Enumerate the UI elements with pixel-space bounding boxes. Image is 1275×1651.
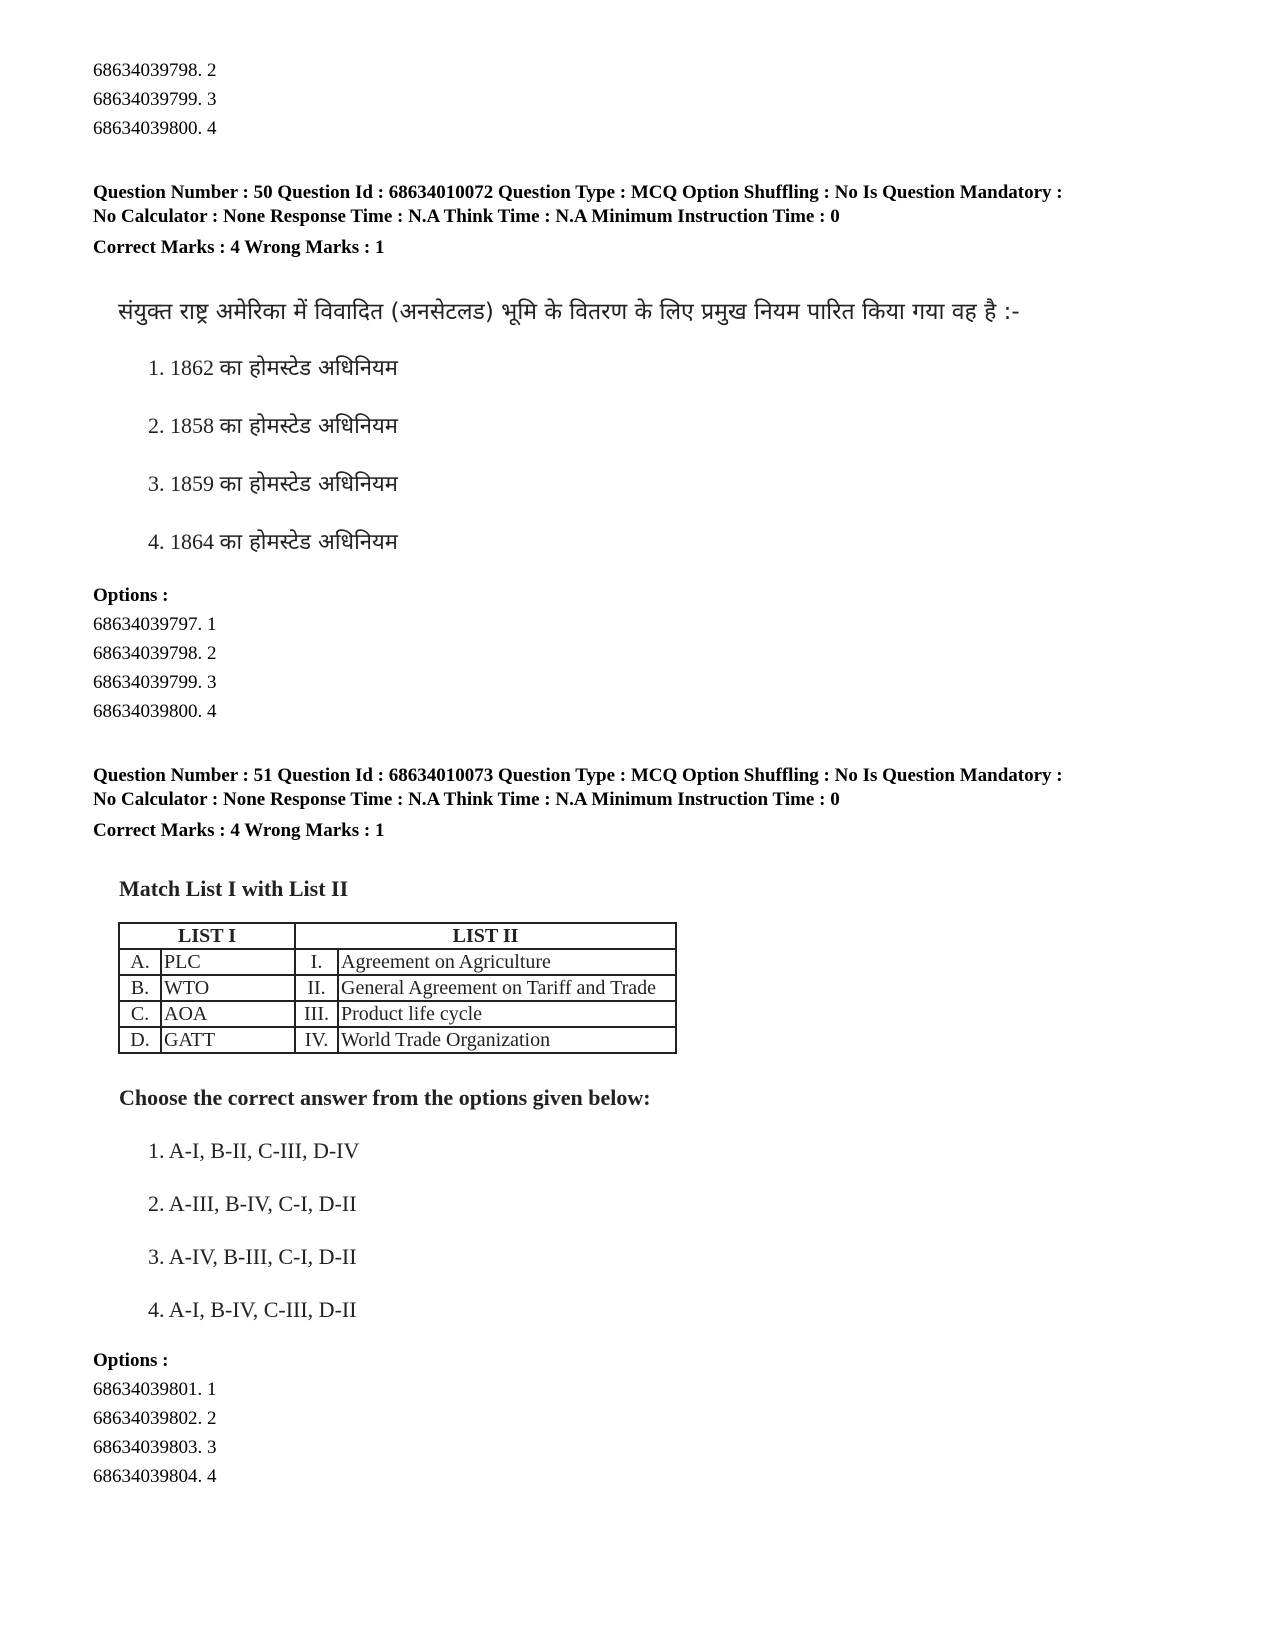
choice-text: का होमस्टेड अधिनियम: [219, 472, 398, 497]
list1-value: AOA: [161, 1001, 295, 1027]
table-row: [119, 975, 676, 1001]
q50-marks: Correct Marks : 4 Wrong Marks : 1: [93, 237, 385, 258]
list1-value: GATT: [161, 1027, 295, 1053]
q51-match-title: Match List I with List II: [119, 876, 349, 901]
q51-option-2: 68634039802. 2: [93, 1408, 217, 1429]
q51-option-3: 68634039803. 3: [93, 1437, 217, 1458]
choice-year: 1864: [170, 529, 214, 554]
q51-header-line1: Question Number : 51 Question Id : 68634010073 Question Type : MCQ Option Shuffling : No Is Question Mandatory :: [93, 765, 1063, 786]
q50-question-text: संयुक्त राष्ट्र अमेरिका में विवादित (अनसेटलड) भूमि के वितरण के लिए प्रमुख नियम पारित किया गया वह है :-: [118, 299, 1020, 325]
q50-choice-4: [148, 526, 398, 556]
q50-header-line2: No Calculator : None Response Time : N.A Think Time : N.A Minimum Instruction Time : 0: [93, 206, 840, 227]
list2-value: Product life cycle: [338, 1001, 676, 1027]
list1-key: D.: [119, 1027, 161, 1053]
q51-choice-4: 4. A-I, B-IV, C-III, D-II: [148, 1297, 357, 1322]
q51-option-1: 68634039801. 1: [93, 1379, 217, 1400]
choice-number: 3.: [148, 471, 165, 496]
prev-option-2: 68634039798. 2: [93, 60, 217, 81]
list1-header: LIST I: [119, 923, 295, 949]
choice-number: 1.: [148, 355, 165, 380]
q50-option-4: 68634039800. 4: [93, 701, 217, 722]
table-row: [119, 949, 676, 975]
choice-text: का होमस्टेड अधिनियम: [219, 414, 398, 439]
list2-key: I.: [295, 949, 338, 975]
q51-choice-3: 3. A-IV, B-III, C-I, D-II: [148, 1244, 357, 1269]
q51-header-line2: No Calculator : None Response Time : N.A Think Time : N.A Minimum Instruction Time : 0: [93, 789, 840, 810]
choice-number: 4.: [148, 529, 165, 554]
q50-option-3: 68634039799. 3: [93, 672, 217, 693]
q51-marks: Correct Marks : 4 Wrong Marks : 1: [93, 820, 385, 841]
q50-option-2: 68634039798. 2: [93, 643, 217, 664]
list1-value: WTO: [161, 975, 295, 1001]
q51-options-label: Options :: [93, 1350, 169, 1371]
q51-choice-2: 2. A-III, B-IV, C-I, D-II: [148, 1191, 357, 1216]
q50-option-1: 68634039797. 1: [93, 614, 217, 635]
list1-key: A.: [119, 949, 161, 975]
list2-value: World Trade Organization: [338, 1027, 676, 1053]
list2-key: III.: [295, 1001, 338, 1027]
choice-text: का होमस्टेड अधिनियम: [219, 356, 398, 381]
list2-value: General Agreement on Tariff and Trade: [338, 975, 676, 1001]
table-row: [119, 1001, 676, 1027]
q50-choice-3: [148, 468, 398, 498]
q51-header: [93, 764, 1213, 812]
q51-choose-text: Choose the correct answer from the options given below:: [119, 1085, 651, 1110]
list1-key: C.: [119, 1001, 161, 1027]
list1-value: PLC: [161, 949, 295, 975]
table-row: [119, 1027, 676, 1053]
q51-option-4: 68634039804. 4: [93, 1466, 217, 1487]
q51-match-table: [118, 922, 677, 1054]
q51-choice-1: 1. A-I, B-II, C-III, D-IV: [148, 1138, 360, 1163]
prev-option-4: 68634039800. 4: [93, 118, 217, 139]
q50-choice-1: [148, 352, 398, 382]
list2-header: LIST II: [295, 923, 676, 949]
choice-year: 1859: [170, 471, 214, 496]
q50-header-line1: Question Number : 50 Question Id : 68634010072 Question Type : MCQ Option Shuffling : No Is Question Mandatory :: [93, 182, 1063, 203]
choice-year: 1858: [170, 413, 214, 438]
q50-choice-2: [148, 410, 398, 440]
table-header-row: [119, 923, 676, 949]
q50-options-label: Options :: [93, 585, 169, 606]
prev-option-3: 68634039799. 3: [93, 89, 217, 110]
list2-value: Agreement on Agriculture: [338, 949, 676, 975]
choice-year: 1862: [170, 355, 214, 380]
list1-key: B.: [119, 975, 161, 1001]
q50-header: [93, 181, 1213, 229]
list2-key: IV.: [295, 1027, 338, 1053]
choice-text: का होमस्टेड अधिनियम: [219, 530, 398, 555]
list2-key: II.: [295, 975, 338, 1001]
choice-number: 2.: [148, 413, 165, 438]
